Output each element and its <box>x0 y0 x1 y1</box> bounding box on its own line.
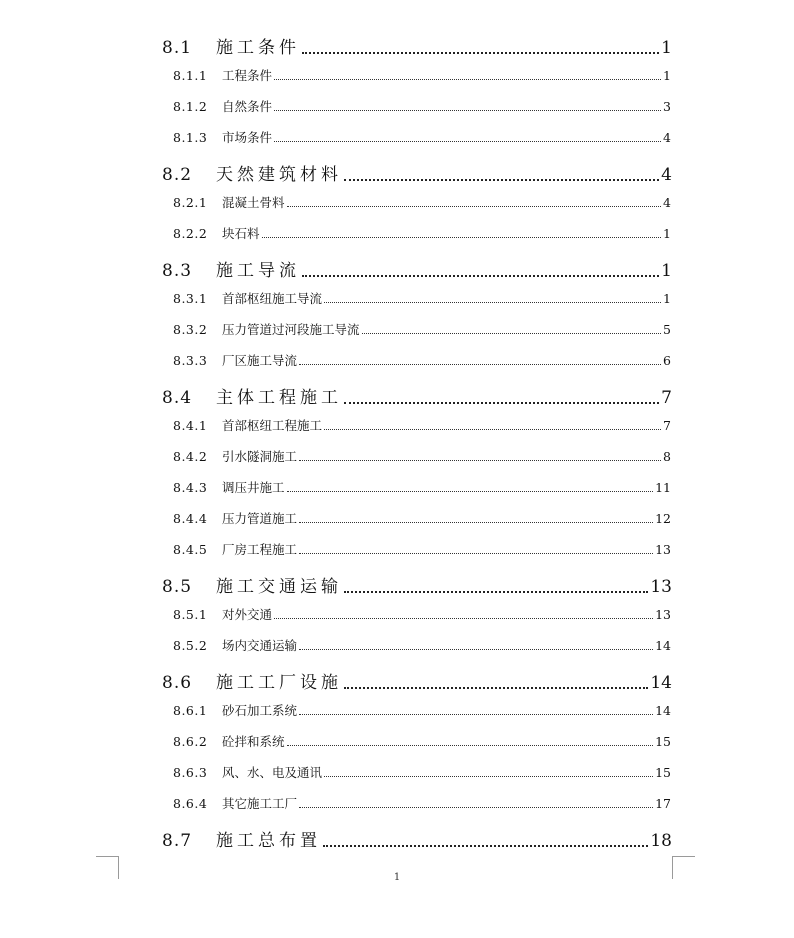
toc-entry-title: 厂区施工导流 <box>222 353 298 368</box>
toc-dot-leader <box>274 79 661 80</box>
toc-dot-leader <box>344 687 648 689</box>
toc-dot-leader <box>299 364 661 365</box>
toc-entry-page: 1 <box>663 226 671 241</box>
toc-entry-chapter[interactable] <box>162 263 672 280</box>
toc-entry-title: 首部枢纽工程施工 <box>222 418 323 433</box>
toc-entry-section[interactable] <box>173 513 671 526</box>
toc-dot-leader <box>299 553 653 554</box>
toc-dot-leader <box>287 745 654 746</box>
toc-entry-number: 8.1 <box>162 38 193 58</box>
toc-dot-leader <box>299 460 661 461</box>
toc-entry-title: 施工导流 <box>216 261 300 281</box>
toc-entry-number: 8.1.3 <box>173 130 208 145</box>
toc-entry-number: 8.7 <box>162 831 193 851</box>
toc-entry-title: 工程条件 <box>222 68 273 83</box>
toc-entry-chapter[interactable] <box>162 40 672 57</box>
toc-dot-leader <box>344 591 648 593</box>
toc-entry-title: 压力管道施工 <box>222 511 298 526</box>
toc-entry-chapter[interactable] <box>162 579 672 596</box>
toc-entry-title: 厂房工程施工 <box>222 542 298 557</box>
toc-entry-page: 13 <box>655 607 671 622</box>
toc-entry-page: 1 <box>661 261 672 281</box>
toc-entry-section[interactable] <box>173 70 671 83</box>
toc-entry-section[interactable] <box>173 482 671 495</box>
toc-entry-number: 8.4.1 <box>173 418 208 433</box>
toc-entry-section[interactable] <box>173 544 671 557</box>
toc-dot-leader <box>299 714 653 715</box>
toc-entry-title: 施工总布置 <box>216 831 321 851</box>
toc-dot-leader <box>324 302 661 303</box>
toc-entry-number: 8.6.1 <box>173 703 208 718</box>
toc-dot-leader <box>262 237 662 238</box>
toc-entry-section[interactable] <box>173 451 671 464</box>
toc-entry-page: 1 <box>661 38 672 58</box>
toc-entry-section[interactable] <box>173 609 671 622</box>
toc-entry-title: 引水隧洞施工 <box>222 449 298 464</box>
toc-entry-page: 12 <box>655 511 671 526</box>
toc-entry-number: 8.3.3 <box>173 353 208 368</box>
toc-entry-title: 首部枢纽施工导流 <box>222 291 323 306</box>
toc-dot-leader <box>274 110 661 111</box>
toc-entry-title: 施工工厂设施 <box>216 673 342 693</box>
toc-entry-title: 砂石加工系统 <box>222 703 298 718</box>
toc-entry-number: 8.1.2 <box>173 99 208 114</box>
toc-entry-number: 8.5.2 <box>173 638 208 653</box>
toc-entry-title: 施工条件 <box>216 38 300 58</box>
toc-entry-section[interactable] <box>173 640 671 653</box>
toc-entry-number: 8.2 <box>162 165 193 185</box>
toc-entry-page: 3 <box>663 99 671 114</box>
toc-entry-section[interactable] <box>173 228 671 241</box>
toc-entry-section[interactable] <box>173 101 671 114</box>
toc-dot-leader <box>324 429 661 430</box>
toc-dot-leader <box>299 522 653 523</box>
toc-entry-page: 14 <box>650 673 672 693</box>
toc-entry-chapter[interactable] <box>162 390 672 407</box>
toc-entry-title: 砼拌和系统 <box>222 734 285 749</box>
toc-entry-page: 13 <box>650 577 672 597</box>
toc-entry-section[interactable] <box>173 736 671 749</box>
toc-entry-chapter[interactable] <box>162 675 672 692</box>
toc-entry-page: 11 <box>655 480 671 495</box>
toc-entry-number: 8.3.1 <box>173 291 208 306</box>
toc-entry-page: 15 <box>655 734 671 749</box>
toc-entry-title: 块石料 <box>222 226 260 241</box>
toc-dot-leader <box>324 776 653 777</box>
toc-entry-number: 8.6.3 <box>173 765 208 780</box>
toc-dot-leader <box>302 52 659 54</box>
toc-dot-leader <box>274 141 661 142</box>
toc-entry-chapter[interactable] <box>162 833 672 850</box>
toc-entry-title: 施工交通运输 <box>216 577 342 597</box>
toc-entry-section[interactable] <box>173 324 671 337</box>
toc-dot-leader <box>274 618 653 619</box>
toc-entry-section[interactable] <box>173 767 671 780</box>
toc-entry-page: 13 <box>655 542 671 557</box>
toc-entry-page: 17 <box>655 796 671 811</box>
toc-entry-title: 混凝土骨料 <box>222 195 285 210</box>
toc-dot-leader <box>299 807 653 808</box>
footer-page-number: 1 <box>393 872 401 883</box>
toc-entry-page: 7 <box>661 388 672 408</box>
toc-entry-title: 其它施工工厂 <box>222 796 298 811</box>
toc-entry-number: 8.4.3 <box>173 480 208 495</box>
toc-entry-title: 对外交通 <box>222 607 273 622</box>
toc-entry-page: 8 <box>663 449 671 464</box>
toc-entry-title: 天然建筑材料 <box>216 165 342 185</box>
toc-entry-number: 8.5 <box>162 577 193 597</box>
toc-entry-section[interactable] <box>173 420 671 433</box>
toc-entry-number: 8.3 <box>162 261 193 281</box>
toc-entry-number: 8.2.2 <box>173 226 208 241</box>
toc-entry-number: 8.4 <box>162 388 193 408</box>
toc-entry-page: 14 <box>655 638 671 653</box>
toc-entry-title: 市场条件 <box>222 130 273 145</box>
toc-entry-section[interactable] <box>173 132 671 145</box>
toc-entry-page: 18 <box>650 831 672 851</box>
toc-entry-title: 主体工程施工 <box>216 388 342 408</box>
toc-entry-title: 风、水、电及通讯 <box>222 765 323 780</box>
toc-entry-title: 调压井施工 <box>222 480 285 495</box>
toc-entry-page: 1 <box>663 291 671 306</box>
toc-dot-leader <box>287 491 654 492</box>
toc-entry-page: 15 <box>655 765 671 780</box>
toc-dot-leader <box>362 333 662 334</box>
toc-dot-leader <box>287 206 662 207</box>
toc-entry-page: 4 <box>663 195 671 210</box>
toc-entry-chapter[interactable] <box>162 167 672 184</box>
toc-entry-page: 4 <box>663 130 671 145</box>
toc-entry-number: 8.6 <box>162 673 193 693</box>
toc-entry-number: 8.6.4 <box>173 796 208 811</box>
toc-entry-number: 8.4.4 <box>173 511 208 526</box>
toc-entry-title: 压力管道过河段施工导流 <box>222 322 360 337</box>
toc-entry-section[interactable] <box>173 293 671 306</box>
toc-entry-number: 8.6.2 <box>173 734 208 749</box>
toc-dot-leader <box>302 275 659 277</box>
toc-dot-leader <box>344 179 659 181</box>
toc-entry-number: 8.4.2 <box>173 449 208 464</box>
toc-entry-number: 8.1.1 <box>173 68 208 83</box>
toc-entry-title: 自然条件 <box>222 99 273 114</box>
toc-entry-title: 场内交通运输 <box>222 638 298 653</box>
toc-entry-page: 7 <box>663 418 671 433</box>
toc-entry-number: 8.4.5 <box>173 542 208 557</box>
toc-entry-section[interactable] <box>173 355 671 368</box>
toc-entry-number: 8.3.2 <box>173 322 208 337</box>
toc-dot-leader <box>344 402 659 404</box>
toc-entry-section[interactable] <box>173 197 671 210</box>
toc-entry-page: 6 <box>663 353 671 368</box>
toc-dot-leader <box>323 845 648 847</box>
toc-entry-page: 1 <box>663 68 671 83</box>
toc-entry-number: 8.5.1 <box>173 607 208 622</box>
toc-entry-page: 4 <box>661 165 672 185</box>
toc-entry-page: 5 <box>663 322 671 337</box>
toc-entry-number: 8.2.1 <box>173 195 208 210</box>
toc-entry-section[interactable] <box>173 705 671 718</box>
toc-dot-leader <box>299 649 653 650</box>
toc-entry-section[interactable] <box>173 798 671 811</box>
toc-entry-page: 14 <box>655 703 671 718</box>
